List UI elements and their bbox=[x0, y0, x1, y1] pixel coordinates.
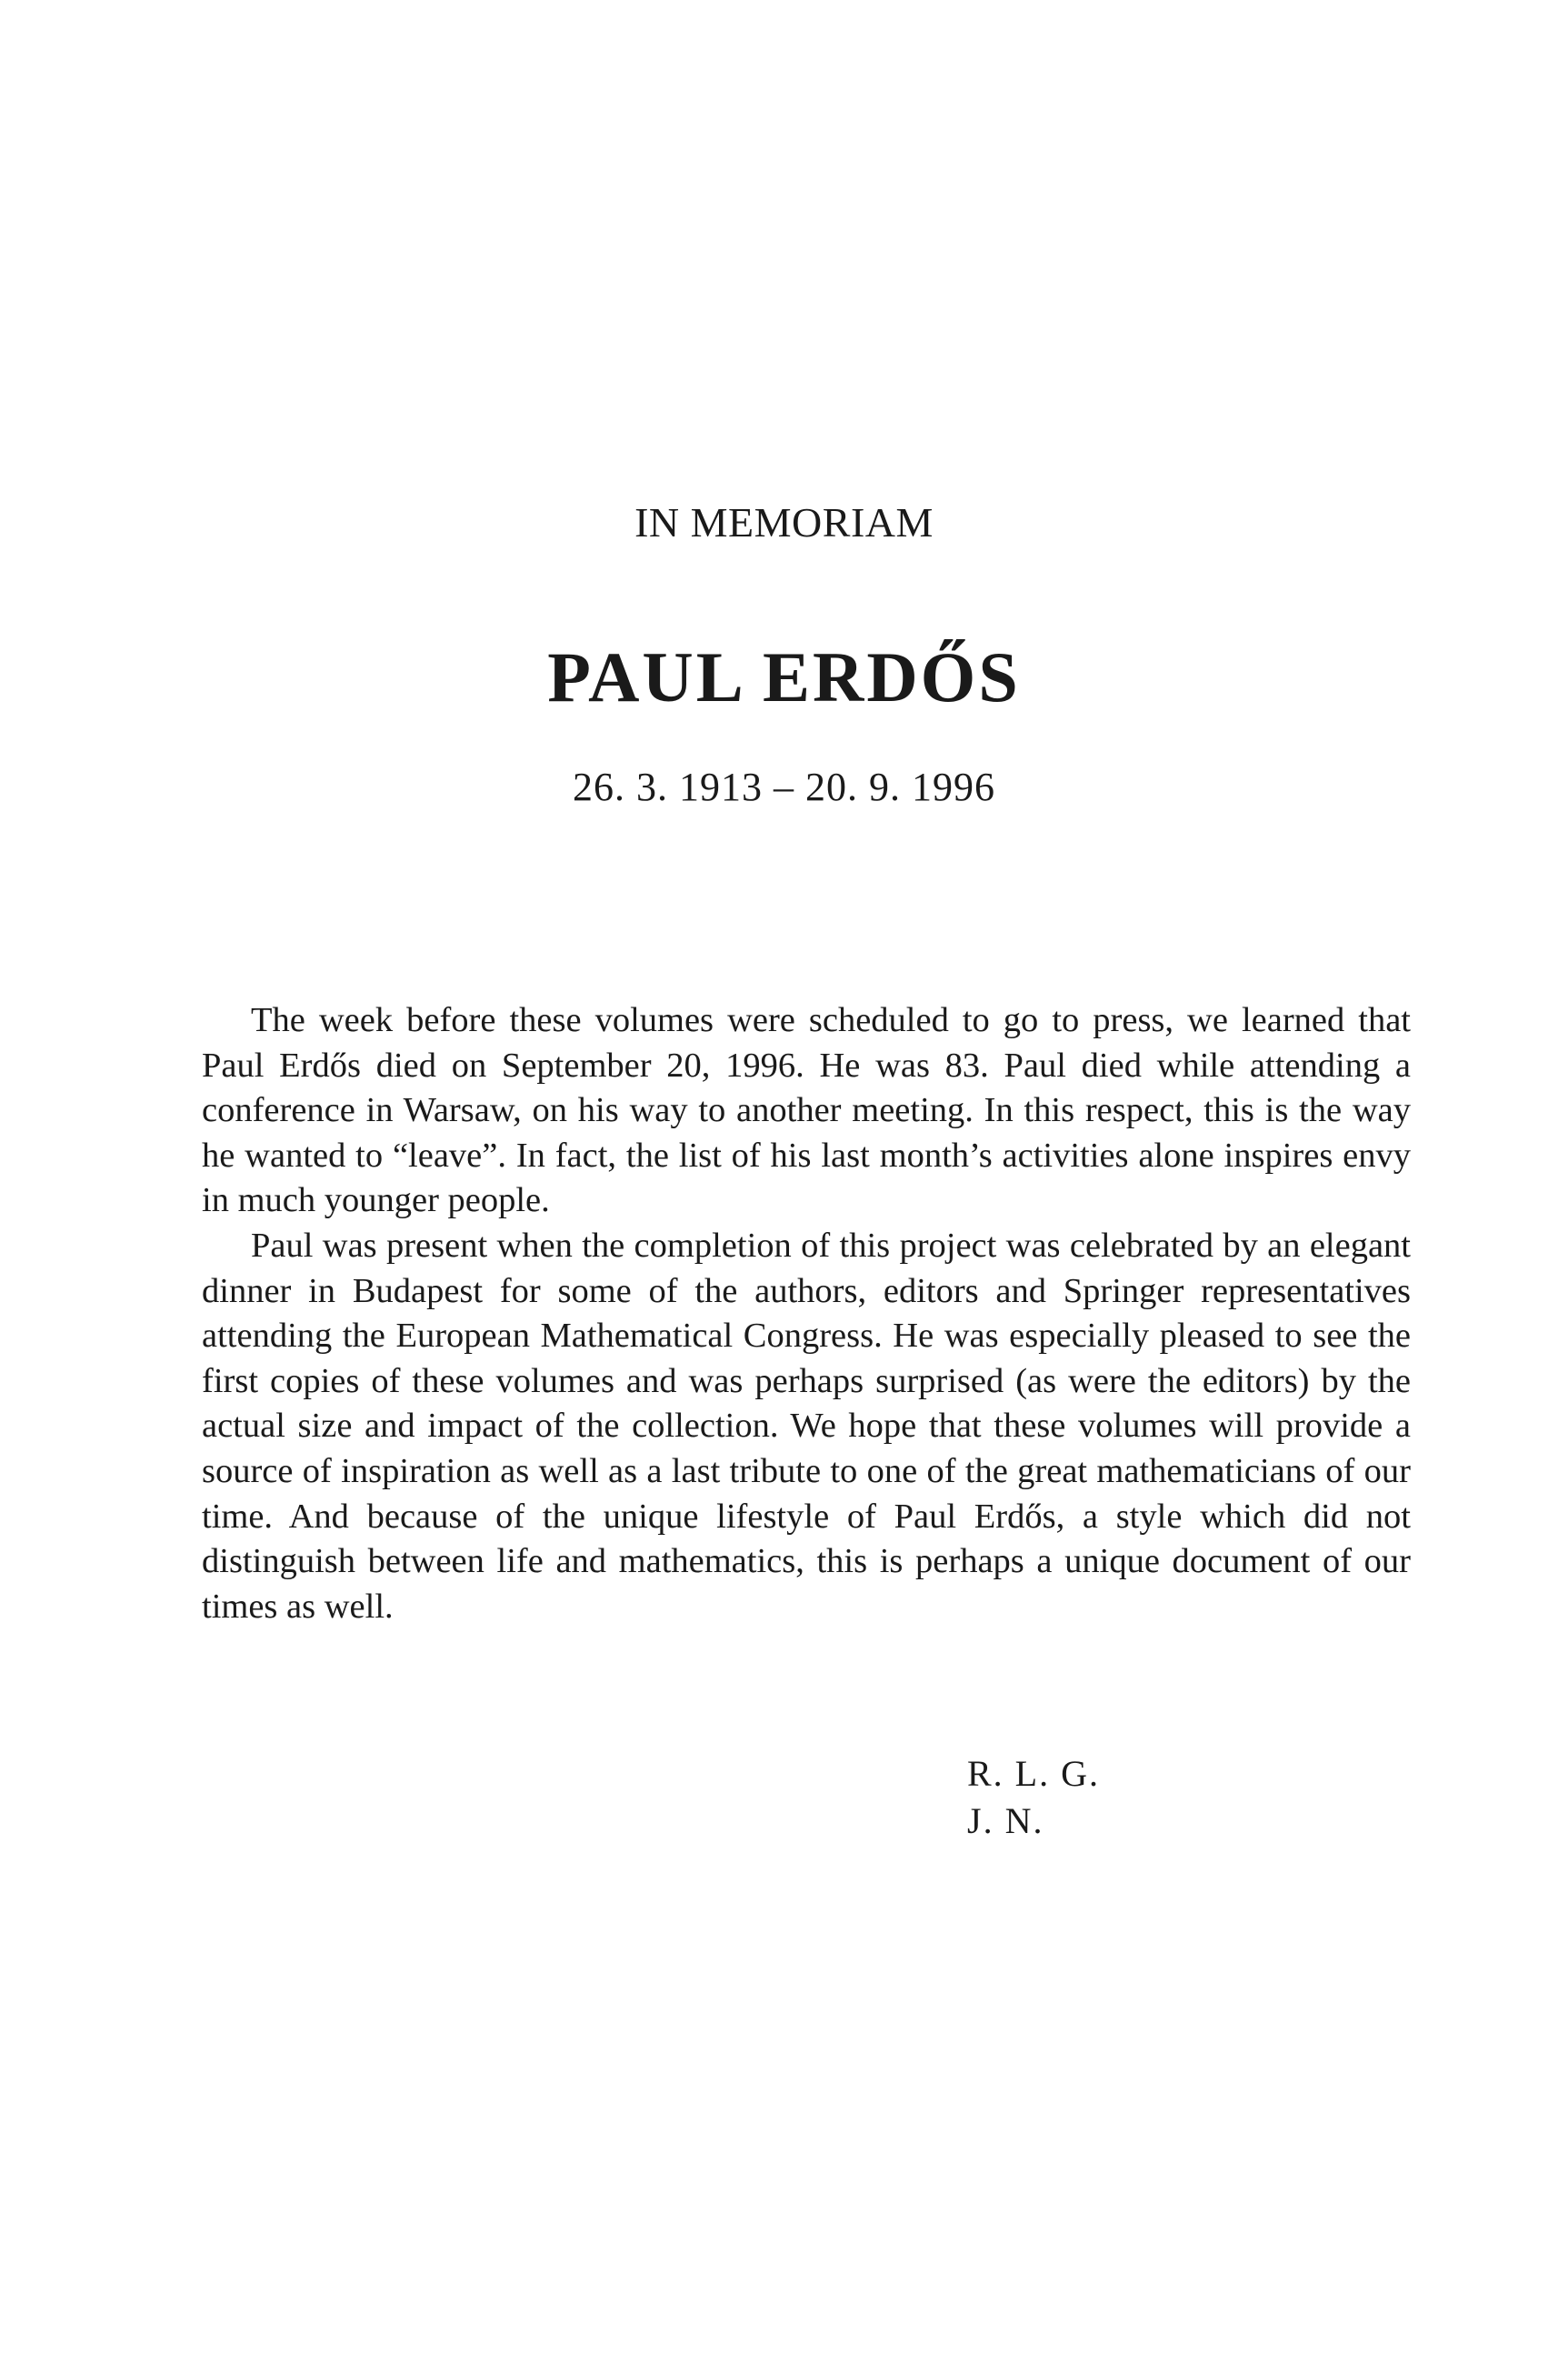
paragraph: The week before these volumes were scheduled to go to press, we learned that Paul Erdős died on September 20, 1996. He was 83. Paul died while attending a conference in Warsaw, on his way to another meeting. In this respect, this is the way he wanted to “leave”. In fact, the list of his last month’s activities alone inspires envy in much younger people. bbox=[202, 1001, 1411, 1220]
signature-block bbox=[967, 1750, 1100, 1845]
kicker-heading: IN MEMORIAM bbox=[634, 499, 934, 546]
memoriam-body bbox=[202, 998, 1411, 1629]
paragraph: Paul was present when the completion of this project was celebrated by an elegant dinner in Budapest for some of the authors, editors and Springer representatives attending the European Mathematical Congress. He was especially pleased to see the first copies of these volumes and was perhaps surprised (as were the editors) by the actual size and impact of the collection. We hope that these volumes will provide a source of inspiration as well as a last tribute to one of the great mathematicians of our time. And because of the unique lifestyle of Paul Erdős, a style which did not distinguish between life and mathematics, this is perhaps a unique document of our times as well. bbox=[202, 1226, 1411, 1626]
page-title: PAUL ERDŐS bbox=[547, 637, 1021, 716]
signature-initials: J. N. bbox=[967, 1800, 1044, 1841]
life-dates: 26. 3. 1913 – 20. 9. 1996 bbox=[573, 765, 995, 809]
signature-initials: R. L. G. bbox=[967, 1753, 1100, 1794]
